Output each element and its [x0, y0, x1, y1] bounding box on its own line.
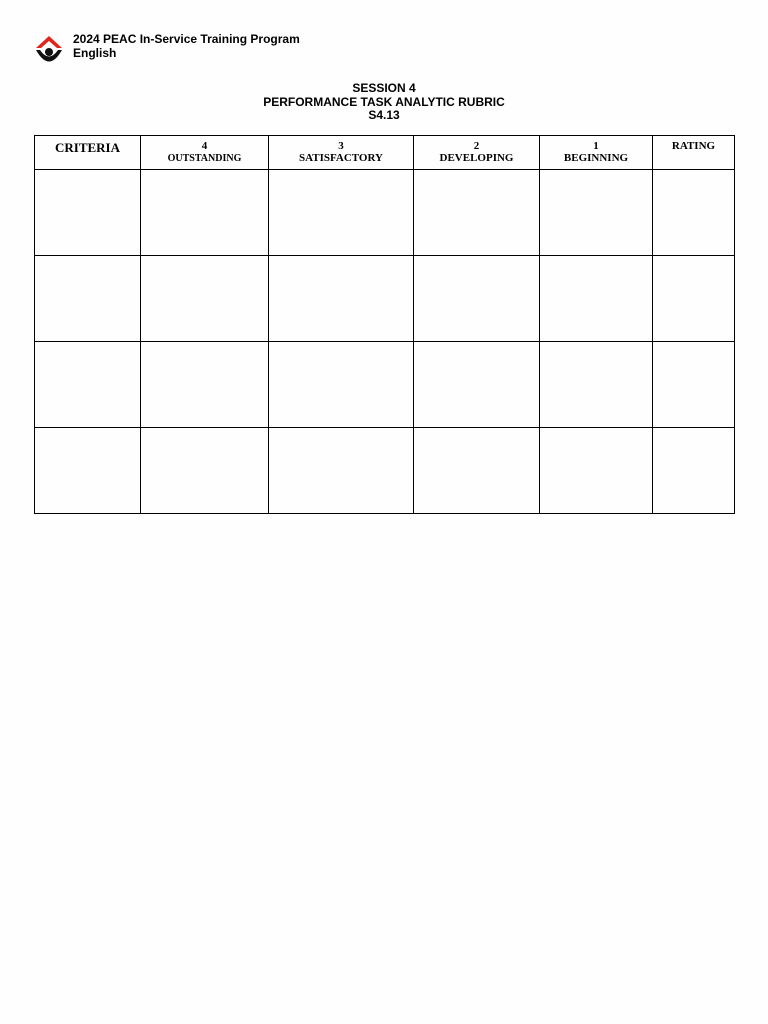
level-label: BEGINNING: [563, 152, 629, 164]
developing-cell[interactable]: [414, 428, 540, 514]
criteria-header: CRITERIA: [35, 136, 141, 170]
level-header-3: [269, 136, 414, 170]
developing-cell[interactable]: [414, 170, 540, 256]
developing-cell[interactable]: [414, 256, 540, 342]
logo-roof: [36, 36, 62, 48]
rating-cell[interactable]: [653, 256, 735, 342]
level-score: 4: [201, 140, 208, 152]
developing-cell[interactable]: [414, 342, 540, 428]
beginning-cell[interactable]: [540, 256, 653, 342]
rubric-table: [34, 135, 735, 514]
criteria-cell[interactable]: [35, 342, 141, 428]
table-row: [35, 170, 735, 256]
beginning-cell[interactable]: [540, 342, 653, 428]
satisfactory-cell[interactable]: [269, 256, 414, 342]
level-header-1: [540, 136, 653, 170]
criteria-cell[interactable]: [35, 428, 141, 514]
satisfactory-cell[interactable]: [269, 170, 414, 256]
satisfactory-cell[interactable]: [269, 342, 414, 428]
session-number: SESSION 4: [352, 81, 416, 95]
beginning-cell[interactable]: [540, 170, 653, 256]
table-row: [35, 428, 735, 514]
rubric-header-row: [35, 136, 735, 170]
logo-dot: [45, 48, 53, 56]
document-header: [34, 32, 300, 65]
table-row: [35, 342, 735, 428]
criteria-cell[interactable]: [35, 170, 141, 256]
criteria-cell[interactable]: [35, 256, 141, 342]
satisfactory-cell[interactable]: [269, 428, 414, 514]
rating-cell[interactable]: [653, 170, 735, 256]
level-label: SATISFACTORY: [299, 152, 383, 164]
level-score: 3: [338, 140, 344, 152]
level-label: OUTSTANDING: [167, 153, 242, 164]
session-title-block: [0, 82, 768, 123]
level-header-2: [414, 136, 540, 170]
outstanding-cell[interactable]: [141, 342, 269, 428]
level-label: DEVELOPING: [439, 152, 514, 164]
level-score: 1: [593, 140, 599, 152]
outstanding-cell[interactable]: [141, 428, 269, 514]
rating-cell[interactable]: [653, 342, 735, 428]
document-title: PERFORMANCE TASK ANALYTIC RUBRIC: [263, 94, 505, 109]
level-header-4: [141, 136, 269, 170]
rating-header: RATING: [653, 136, 735, 170]
subject-label: English: [73, 46, 117, 60]
outstanding-cell[interactable]: [141, 256, 269, 342]
peac-logo-icon: [34, 33, 64, 65]
rating-cell[interactable]: [653, 428, 735, 514]
beginning-cell[interactable]: [540, 428, 653, 514]
document-code: S4.13: [368, 108, 400, 122]
level-score: 2: [473, 140, 480, 152]
outstanding-cell[interactable]: [141, 170, 269, 256]
program-title: 2024 PEAC In-Service Training Program: [73, 32, 300, 46]
table-row: [35, 256, 735, 342]
